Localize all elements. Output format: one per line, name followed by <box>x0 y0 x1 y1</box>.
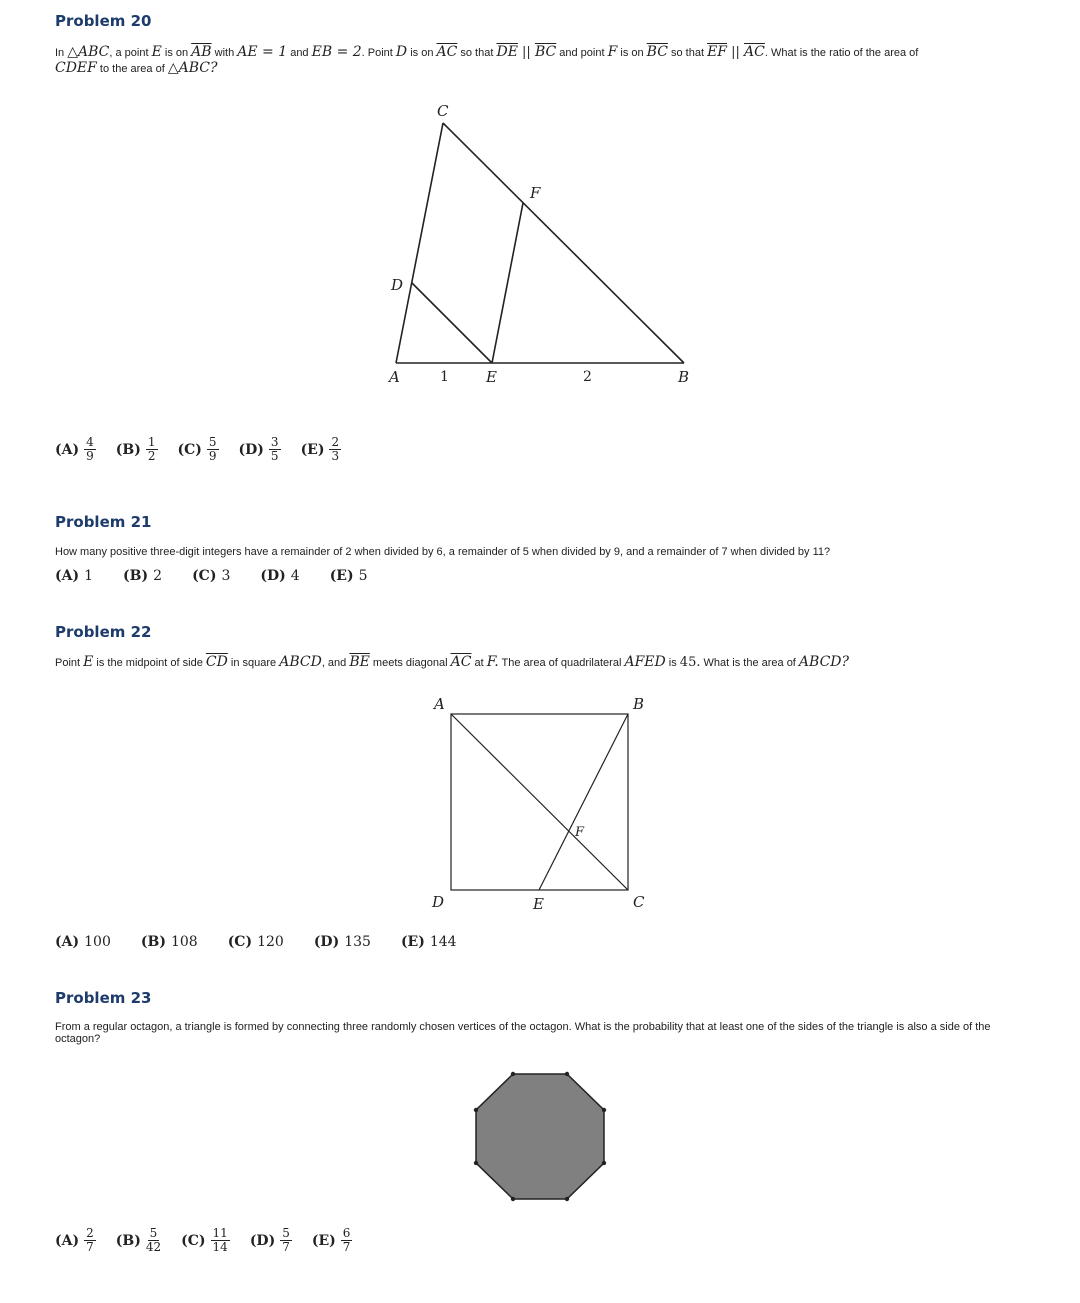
label-sq-e: E <box>533 895 544 913</box>
label-a: A <box>389 368 400 386</box>
regular-octagon <box>476 1074 604 1199</box>
label-length-1: 1 <box>440 369 449 385</box>
answer-22-e[interactable]: (E) 144 <box>400 934 457 950</box>
segment-be <box>539 714 628 890</box>
octagon-vertex <box>565 1197 569 1201</box>
answer-22-c[interactable]: (C) 120 <box>227 934 284 950</box>
label-sq-c: C <box>633 893 645 911</box>
answer-21-c[interactable]: (C) 3 <box>192 568 231 584</box>
answer-22-a[interactable]: (A) 100 <box>55 934 111 950</box>
segment-cb <box>443 123 684 363</box>
answer-21-d[interactable]: (D) 4 <box>260 568 300 584</box>
label-c: C <box>437 102 449 120</box>
answer-20-e[interactable]: (E) $\frac{2}{3}$ <box>300 435 340 463</box>
label-sq-d: D <box>432 893 445 911</box>
problem-22-title: Problem 22 <box>55 623 152 641</box>
answer-22-d[interactable]: (D) 135 <box>313 934 371 950</box>
answer-23-c[interactable]: (C) $\frac{11}{14}$ <box>181 1226 228 1254</box>
answer-23-a[interactable]: (A) $\frac{2}{7}$ <box>55 1226 94 1254</box>
octagon-vertex <box>511 1197 515 1201</box>
octagon-vertex <box>602 1161 606 1165</box>
problem-20-answers <box>55 436 361 463</box>
answer-21-b[interactable]: (B) 2 <box>123 568 163 584</box>
answer-20-d[interactable]: (D) $\frac{3}{5}$ <box>238 435 279 463</box>
octagon-vertex <box>474 1161 478 1165</box>
problem-21-title: Problem 21 <box>55 513 152 531</box>
answer-20-a[interactable]: (A) $\frac{4}{9}$ <box>55 435 94 463</box>
label-d: D <box>391 276 404 294</box>
problem-23-question: From a regular octagon, a triangle is formed by connecting three randomly chosen vertices of the octagon. What is the probability that at least one of the sides of the triangle is also a side of the octagon? <box>55 1021 991 1045</box>
segment-ef <box>492 203 523 363</box>
answer-23-e[interactable]: (E) $\frac{6}{7}$ <box>311 1226 351 1254</box>
problem-21-question: How many positive three-digit integers have a remainder of 2 when divided by 6, a remainder of 5 when divided by 9, and a remainder of 7 when divided by 11? <box>55 546 831 558</box>
label-sq-a: A <box>434 695 445 713</box>
label-sq-f: F <box>575 825 585 840</box>
answer-23-d[interactable]: (D) $\frac{5}{7}$ <box>249 1226 290 1254</box>
problem-20-title: Problem 20 <box>55 12 152 30</box>
answer-21-e[interactable]: (E) 5 <box>329 568 368 584</box>
answer-20-c[interactable]: (C) $\frac{5}{9}$ <box>177 435 217 463</box>
segment-ac <box>396 123 443 363</box>
label-sq-b: B <box>633 695 645 713</box>
problem-23-title: Problem 23 <box>55 989 152 1007</box>
answer-22-b[interactable]: (B) 108 <box>140 934 198 950</box>
triangle-abc-figure <box>396 123 684 363</box>
answer-23-b[interactable]: (B) $\frac{5}{42}$ <box>115 1226 162 1254</box>
label-e: E <box>486 368 497 386</box>
octagon-vertex <box>602 1108 606 1112</box>
segment-de <box>412 283 492 363</box>
problem-23-answers <box>55 1227 372 1254</box>
diagonal-ac <box>451 714 628 890</box>
octagon-vertex <box>511 1072 515 1076</box>
octagon-vertex <box>565 1072 569 1076</box>
octagon-figure <box>474 1072 606 1201</box>
square-abcd-figure <box>451 714 628 890</box>
label-b: B <box>678 368 690 386</box>
problem-22-answers <box>55 934 487 950</box>
label-f: F <box>530 184 541 202</box>
problem-22-question: Point E is the midpoint of side $\overline{CD}$ in square ABCD, and $\overline{BE}$ meets diagonal $\overline{AC}$ at F. The area of quadrilateral AFED is 45. What is the area of ABCD? <box>55 654 850 670</box>
answer-20-b[interactable]: (B) $\frac{1}{2}$ <box>115 435 156 463</box>
problem-20-question: In △ABC, a point E is on $\overline{AB}$ with AE = 1 and EB = 2. Point D is on $\overline{AC}$ so that $\overline{DE}$ || $\overline{BC}$ and point F is on $\overline{BC}$ so that $\overline{EF}$ || $\overline{AC}$. What is the ratio of the area of CDEF to the area of △ABC? <box>55 44 919 76</box>
label-length-2: 2 <box>583 369 592 385</box>
octagon-vertex <box>474 1108 478 1112</box>
problem-21-answers <box>55 568 398 584</box>
answer-21-a[interactable]: (A) 1 <box>55 568 94 584</box>
